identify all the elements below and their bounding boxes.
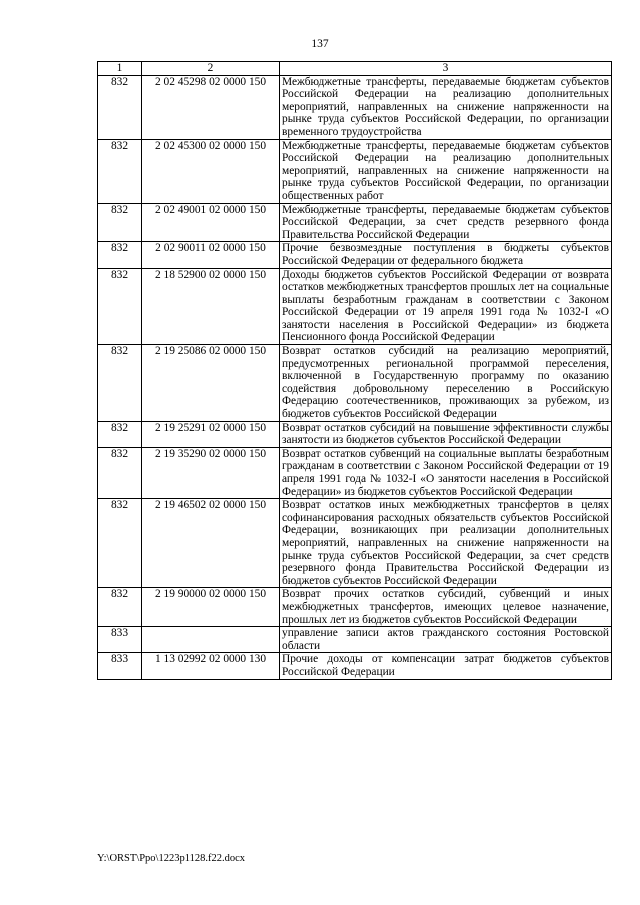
admin-code-cell: 832 [98, 345, 142, 422]
description-cell: Прочие доходы от компенсации затрат бюджетов субъектов Российской Федерации [280, 653, 612, 679]
page-number: 137 [311, 38, 329, 50]
table-row [98, 203, 612, 242]
admin-code-cell: 832 [98, 421, 142, 447]
table-row [98, 627, 612, 653]
table-row [98, 447, 612, 498]
revenue-code-cell: 1 13 02992 02 0000 130 [142, 653, 280, 679]
table-row [98, 75, 612, 139]
revenue-code-cell [142, 627, 280, 653]
revenue-code-cell: 2 02 90011 02 0000 150 [142, 242, 280, 268]
admin-code-cell: 832 [98, 268, 142, 345]
description-cell: Возврат остатков субсидий на повышение эффективности службы занятости из бюджетов субъектов Российской Федерации [280, 421, 612, 447]
description-cell: Возврат остатков субвенций на социальные выплаты безработным гражданам в соответствии с Законом Российской Федерации от 19 апреля 1991 года № 1032-I «О занятости населения в Российской Федерации» из бюджетов субъектов Российской Федерации [280, 447, 612, 498]
revenue-code-cell: 2 02 45300 02 0000 150 [142, 139, 280, 203]
admin-code-cell: 832 [98, 75, 142, 139]
column-header-1: 1 [98, 62, 142, 76]
column-header-2: 2 [142, 62, 280, 76]
admin-code-cell: 832 [98, 499, 142, 588]
description-cell: Межбюджетные трансферты, передаваемые бюджетам субъектов Российской Федерации на реализацию дополнительных мероприятий, направленных на снижение напряженности на рынке труда субъектов Российской Федерации, по организации временного трудоустройства [280, 75, 612, 139]
revenue-code-cell: 2 19 25291 02 0000 150 [142, 421, 280, 447]
table-row [98, 345, 612, 422]
description-cell: Межбюджетные трансферты, передаваемые бюджетам субъектов Российской Федерации, за счет средств резервного фонда Правительства Российской Федерации [280, 203, 612, 242]
description-cell: Доходы бюджетов субъектов Российской Федерации от возврата остатков межбюджетных трансфертов прошлых лет на социальные выплаты безработным гражданам в соответствии с Законом Российской Федерации от 19 апреля 1991 года № 1032-I «О занятости населения в Российской Федерации» из бюджета Пенсионного фонда Российской Федерации [280, 268, 612, 345]
admin-code-cell: 833 [98, 653, 142, 679]
revenue-code-cell: 2 18 52900 02 0000 150 [142, 268, 280, 345]
table-row [98, 421, 612, 447]
revenue-code-cell: 2 02 49001 02 0000 150 [142, 203, 280, 242]
description-cell: управление записи актов гражданского состояния Ростовской области [280, 627, 612, 653]
revenue-code-cell: 2 19 35290 02 0000 150 [142, 447, 280, 498]
description-cell: Возврат остатков субсидий на реализацию мероприятий, предусмотренных региональной программой переселения, включенной в Государственную программу по оказанию содействия добровольному переселению в Российскую Федерацию соотечественников, проживающих за рубежом, из бюджетов субъектов Российской Федерации [280, 345, 612, 422]
file-path-footer: Y:\ORST\Ppo\1223p1128.f22.docx [97, 853, 245, 864]
admin-code-cell: 832 [98, 242, 142, 268]
revenue-codes-table [97, 61, 612, 680]
table-row [98, 653, 612, 679]
admin-code-cell: 833 [98, 627, 142, 653]
table-row [98, 499, 612, 588]
table-header-row [98, 62, 612, 76]
table-row [98, 242, 612, 268]
admin-code-cell: 832 [98, 203, 142, 242]
admin-code-cell: 832 [98, 139, 142, 203]
description-cell: Межбюджетные трансферты, передаваемые бюджетам субъектов Российской Федерации на реализацию дополнительных мероприятий, направленных на снижение напряженности на рынке труда субъектов Российской Федерации, по организации общественных работ [280, 139, 612, 203]
table-row [98, 139, 612, 203]
column-header-3: 3 [280, 62, 612, 76]
admin-code-cell: 832 [98, 588, 142, 627]
description-cell: Прочие безвозмездные поступления в бюджеты субъектов Российской Федерации от федерального бюджета [280, 242, 612, 268]
revenue-code-cell: 2 02 45298 02 0000 150 [142, 75, 280, 139]
description-cell: Возврат прочих остатков субсидий, субвенций и иных межбюджетных трансфертов, имеющих целевое назначение, прошлых лет из бюджетов субъектов Российской Федерации [280, 588, 612, 627]
table-row [98, 588, 612, 627]
description-cell: Возврат остатков иных межбюджетных трансфертов в целях софинансирования расходных обязательств субъектов Российской Федерации, возникающих при реализации дополнительных мероприятий, направленных на снижение напряженности на рынке труда субъектов Российской Федерации, за счет средств резервного фонда Правительства Российской Федерации из бюджетов субъектов Российской Федерации [280, 499, 612, 588]
table-row [98, 268, 612, 345]
revenue-code-cell: 2 19 90000 02 0000 150 [142, 588, 280, 627]
revenue-code-cell: 2 19 46502 02 0000 150 [142, 499, 280, 588]
revenue-code-cell: 2 19 25086 02 0000 150 [142, 345, 280, 422]
admin-code-cell: 832 [98, 447, 142, 498]
